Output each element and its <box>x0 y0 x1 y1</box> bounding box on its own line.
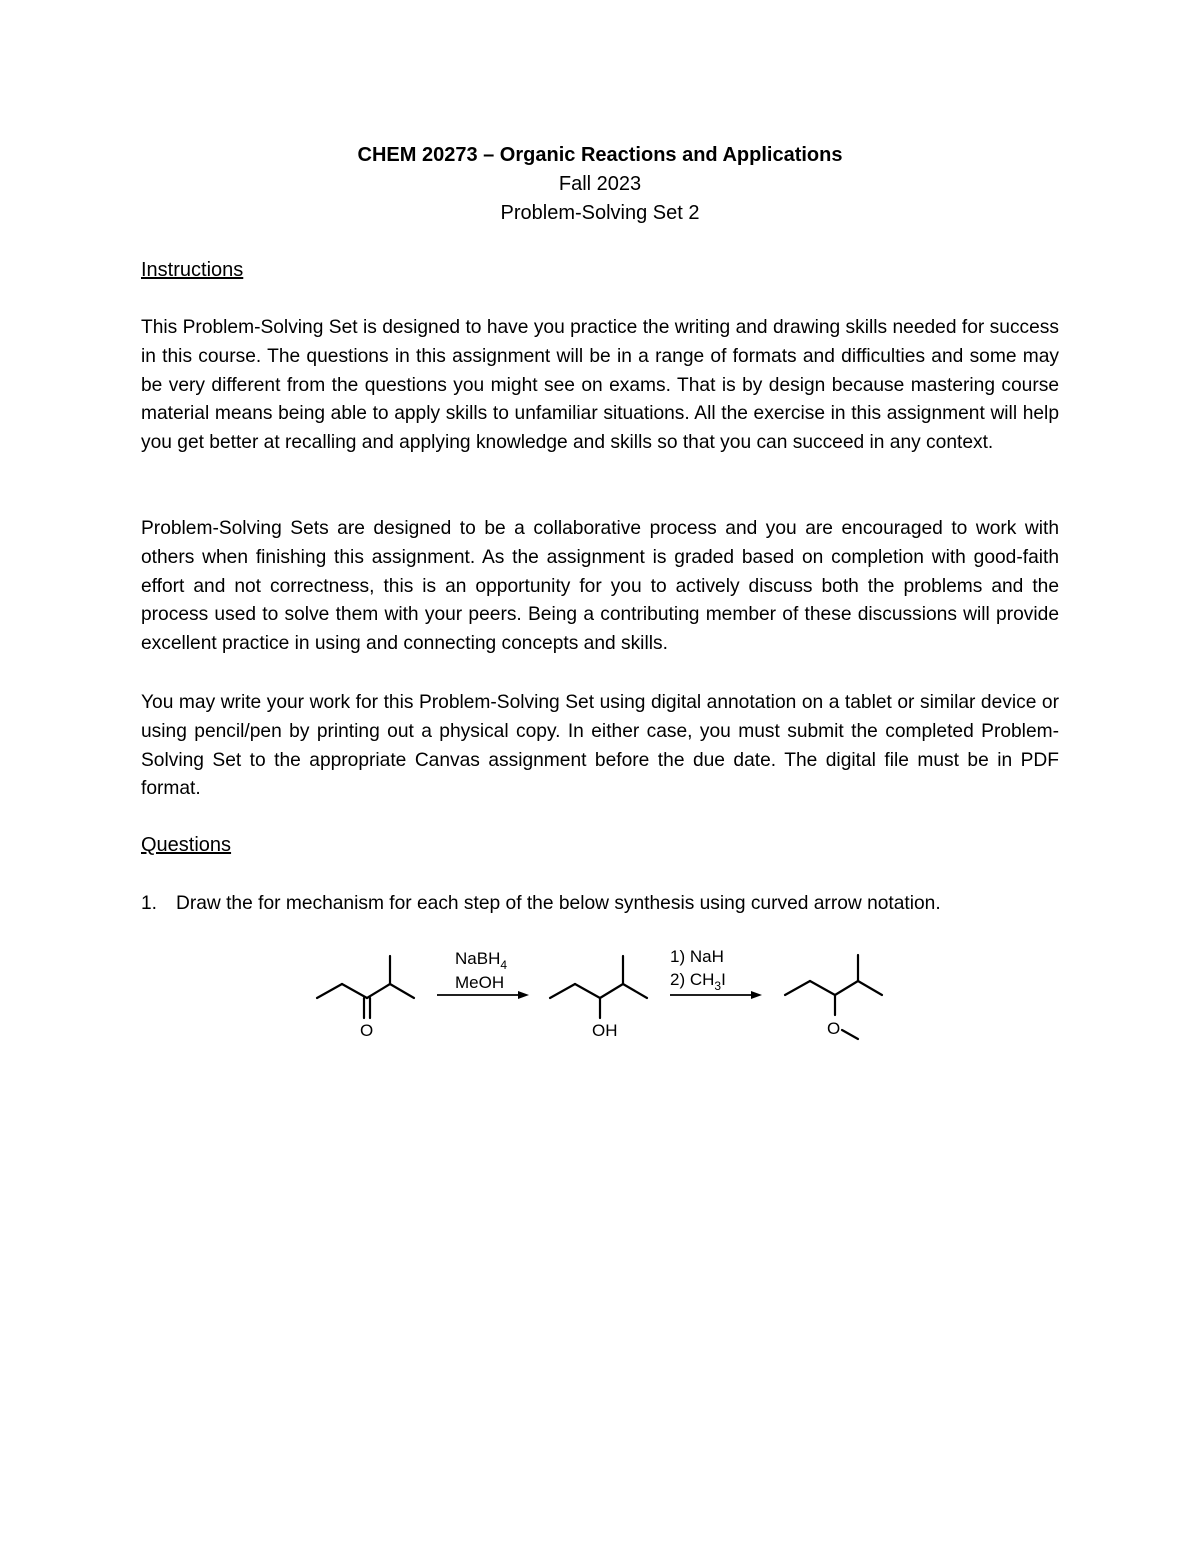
reagent-nabh4: NaBH$_4$ <box>455 949 508 972</box>
reagent-meoh: MeOH <box>455 973 505 992</box>
question-item-1 <box>141 889 1059 918</box>
course-title: CHEM 20273 – Organic Reactions and Applications <box>357 144 843 166</box>
instructions-paragraph-1: This Problem-Solving Set is designed to have you practice the writing and drawing skills needed for success in this course. The questions in this assignment will be in a range of formats and difficulties and some may be very different from the questions you might see on exams. That is by design because mastering course material means being able to apply skills to unfamiliar situations. All the exercise in this assignment will help you get better at recalling and applying knowledge and skills so that you can succeed in any context. <box>141 317 1059 454</box>
reagent-ch3i: 2) $CH_3I$ <box>670 970 726 993</box>
bond <box>785 981 810 995</box>
bond <box>367 984 390 998</box>
bond <box>600 984 623 998</box>
alcohol-structure <box>550 956 647 1018</box>
bond <box>858 981 882 995</box>
term-label: Fall 2023 <box>558 173 642 195</box>
reagent-nah: 1) NaH <box>670 947 724 966</box>
question-text: Draw the for mechanism for each step of the below synthesis using curved arrow notation. <box>176 893 941 914</box>
question-number: 1. <box>141 893 158 914</box>
ketone-oxygen-label: O <box>360 1021 374 1040</box>
ketone-structure <box>317 956 414 1018</box>
document-header <box>141 141 1059 228</box>
instructions-heading: Instructions <box>141 259 244 281</box>
instructions-paragraph-3: You may write your work for this Problem-Solving Set using digital annotation on a tablet or similar device or using pencil/pen by printing out a physical copy. In either case, you must submit the completed Problem-Solving Set to the appropriate Canvas assignment before the due date. The digital file must be in PDF format. <box>141 692 1059 800</box>
bond <box>317 984 342 998</box>
bond <box>835 981 858 995</box>
questions-heading: Questions <box>141 834 232 856</box>
bond <box>342 984 367 998</box>
bond <box>842 1030 858 1039</box>
bond <box>575 984 600 998</box>
ether-oxygen-label: O <box>827 1019 841 1038</box>
reaction-arrow-1 <box>437 991 529 999</box>
bond <box>623 984 647 998</box>
bond <box>550 984 575 998</box>
synthesis-scheme <box>300 940 900 1050</box>
bond <box>810 981 835 995</box>
instructions-paragraph-2: Problem-Solving Sets are designed to be a collaborative process and you are encouraged to work with others when finishing this assignment. As the assignment is graded based on completion with good-faith effort and not correctness, this is an opportunity for you to actively discuss both the problems and the process used to solve them with your peers. Being a contributing member of these discussions will provide excellent practice in using and connecting concepts and skills. <box>141 518 1059 655</box>
alcohol-oh-label: OH <box>592 1021 618 1040</box>
assignment-subtitle: Problem-Solving Set 2 <box>500 202 700 224</box>
bond <box>390 984 414 998</box>
